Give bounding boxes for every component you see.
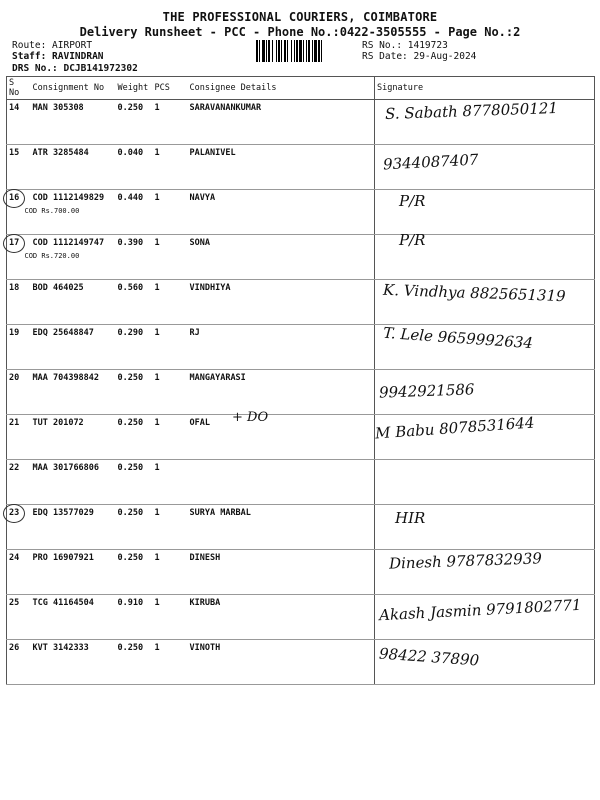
row-consignee-text: VINDHIYA bbox=[189, 283, 231, 293]
row-consignment bbox=[24, 190, 116, 235]
handwritten-signature: 9942921586 bbox=[378, 380, 475, 402]
row-consignee-text: VINOTH bbox=[189, 643, 221, 653]
row-signature bbox=[375, 100, 595, 145]
row-pcs bbox=[153, 280, 188, 325]
row-pcs-text: 1 bbox=[154, 643, 160, 653]
row-pcs bbox=[153, 595, 188, 640]
barcode-image bbox=[256, 40, 356, 62]
row-consignment bbox=[24, 235, 116, 280]
col-sno-header: S No bbox=[7, 77, 31, 100]
row-consignment bbox=[31, 505, 116, 550]
handwritten-signature: Akash Jasmin 9791802771 bbox=[378, 595, 582, 625]
row-sno bbox=[7, 550, 31, 595]
row-consignee bbox=[188, 325, 375, 370]
row-consignee-text: RJ bbox=[189, 328, 200, 338]
row-consignee-text: KIRUBA bbox=[189, 598, 221, 608]
row-signature bbox=[375, 415, 595, 460]
row-pcs bbox=[153, 460, 188, 505]
row-signature bbox=[375, 231, 595, 280]
row-consignment bbox=[31, 280, 116, 325]
row-sno bbox=[7, 145, 31, 190]
row-consignment-text: TUT 201072 bbox=[32, 418, 84, 428]
row-pcs bbox=[153, 100, 188, 145]
row-consignment bbox=[31, 145, 116, 190]
row-consignee bbox=[188, 550, 375, 595]
row-consignee bbox=[188, 190, 375, 235]
row-pcs bbox=[153, 235, 188, 280]
row-sno-text: 15 bbox=[9, 148, 20, 158]
table-row bbox=[7, 100, 595, 145]
row-pcs-text: 1 bbox=[154, 103, 160, 113]
row-consignee-text: SURYA MARBAL bbox=[189, 508, 251, 518]
row-signature bbox=[375, 460, 595, 505]
row-sno-text: 17 bbox=[9, 238, 20, 248]
row-pcs-text: 1 bbox=[154, 508, 160, 518]
col-consignee-header: Consignee Details bbox=[188, 77, 375, 100]
row-pcs-text: 1 bbox=[154, 598, 160, 608]
table-row bbox=[7, 190, 595, 235]
row-sno bbox=[7, 280, 31, 325]
row-pcs bbox=[153, 190, 188, 235]
handwritten-signature: S. Sabath 8778050121 bbox=[384, 98, 559, 124]
handwritten-signature: P/R bbox=[399, 231, 426, 249]
row-consignee bbox=[188, 370, 375, 415]
row-consignment bbox=[31, 370, 116, 415]
row-consignee-text: SONA bbox=[189, 238, 210, 248]
row-weight-text: 0.290 bbox=[117, 328, 144, 338]
row-weight bbox=[116, 370, 153, 415]
row-weight-text: 0.390 bbox=[117, 238, 144, 248]
row-pcs bbox=[153, 370, 188, 415]
row-signature bbox=[375, 370, 595, 415]
row-signature bbox=[375, 325, 595, 370]
row-signature bbox=[375, 145, 595, 190]
table-row bbox=[7, 145, 595, 190]
table-row bbox=[7, 370, 595, 415]
row-signature bbox=[375, 595, 595, 640]
row-consignment-text: ATR 3285484 bbox=[32, 148, 89, 158]
row-pcs bbox=[153, 640, 188, 685]
row-pcs-text: 1 bbox=[154, 238, 160, 248]
row-signature bbox=[375, 640, 595, 685]
row-pcs-text: 1 bbox=[154, 553, 160, 563]
row-consignee bbox=[188, 100, 375, 145]
row-weight bbox=[116, 550, 153, 595]
handwritten-note: + DO bbox=[232, 410, 269, 425]
row-weight bbox=[116, 280, 153, 325]
row-pcs bbox=[153, 505, 188, 550]
row-consignment bbox=[31, 460, 116, 505]
row-weight-text: 0.250 bbox=[117, 553, 144, 563]
row-weight bbox=[116, 640, 153, 685]
row-sno-text: 20 bbox=[9, 373, 20, 383]
row-sno bbox=[7, 640, 31, 685]
table-row bbox=[7, 325, 595, 370]
handwritten-signature: HIR bbox=[395, 509, 426, 527]
row-pcs-text: 1 bbox=[154, 193, 160, 203]
table-row bbox=[7, 235, 595, 280]
handwritten-signature: 9344087407 bbox=[382, 150, 479, 174]
row-consignment-text: EDQ 13577029 bbox=[32, 508, 94, 518]
row-sno-text: 24 bbox=[9, 553, 20, 563]
row-weight bbox=[116, 595, 153, 640]
row-sno-text: 23 bbox=[9, 508, 20, 518]
row-consignment bbox=[31, 100, 116, 145]
row-consignee bbox=[188, 595, 375, 640]
row-sno bbox=[7, 505, 31, 550]
row-consignee bbox=[188, 640, 375, 685]
route-label: Route: AIRPORT bbox=[12, 40, 93, 51]
row-weight bbox=[116, 100, 153, 145]
table-row bbox=[7, 640, 595, 685]
row-signature bbox=[375, 505, 595, 550]
row-signature bbox=[375, 280, 595, 325]
row-consignee bbox=[188, 505, 375, 550]
row-weight-text: 0.250 bbox=[117, 103, 144, 113]
row-weight bbox=[116, 415, 153, 460]
row-consignment bbox=[31, 325, 116, 370]
handwritten-signature: P/R bbox=[399, 192, 426, 210]
table-row bbox=[7, 460, 595, 505]
row-consignee bbox=[188, 460, 375, 505]
row-consignment-text: EDQ 25648847 bbox=[32, 328, 94, 338]
row-weight bbox=[116, 505, 153, 550]
row-sno bbox=[7, 325, 31, 370]
row-weight bbox=[116, 325, 153, 370]
row-consignee bbox=[188, 235, 375, 280]
table-row bbox=[7, 505, 595, 550]
circle-mark bbox=[3, 189, 25, 208]
cod-amount: COD Rs.720.00 bbox=[24, 252, 80, 260]
row-signature bbox=[375, 550, 595, 595]
row-consignee-text: NAVYA bbox=[189, 193, 216, 203]
row-pcs-text: 1 bbox=[154, 148, 160, 158]
row-consignee bbox=[188, 280, 375, 325]
row-pcs-text: 1 bbox=[154, 283, 160, 293]
row-consignee-text: SARAVANANKUMAR bbox=[189, 103, 262, 113]
row-pcs bbox=[153, 550, 188, 595]
row-sno bbox=[7, 100, 31, 145]
row-weight-text: 0.250 bbox=[117, 508, 144, 518]
drs-number: DRS No.: DCJB141972302 bbox=[12, 63, 138, 74]
row-sno bbox=[7, 460, 31, 505]
runsheet-title: Delivery Runsheet - PCC - Phone No.:0422-3505555 - Page No.:2 bbox=[79, 25, 521, 39]
row-consignment-text: COD 1112149829 bbox=[32, 193, 105, 203]
row-consignment-text: TCG 41164504 bbox=[32, 598, 94, 608]
row-sno-text: 21 bbox=[9, 418, 20, 428]
table-header-row bbox=[7, 77, 595, 100]
row-sno-text: 18 bbox=[9, 283, 20, 293]
row-consignment-text: MAA 704398842 bbox=[32, 373, 100, 383]
row-pcs bbox=[153, 415, 188, 460]
row-weight bbox=[116, 145, 153, 190]
row-consignee bbox=[188, 415, 375, 460]
row-pcs bbox=[153, 145, 188, 190]
row-consignment-text: BOD 464025 bbox=[32, 283, 84, 293]
rs-date: RS Date: 29-Aug-2024 bbox=[362, 51, 477, 62]
table-row bbox=[7, 595, 595, 640]
row-sno-text: 14 bbox=[9, 103, 20, 113]
row-consignee-text: DINESH bbox=[189, 553, 221, 563]
row-weight-text: 0.250 bbox=[117, 463, 144, 473]
row-consignment bbox=[31, 640, 116, 685]
row-consignment-text: PRO 16907921 bbox=[32, 553, 94, 563]
row-sno-text: 25 bbox=[9, 598, 20, 608]
table-row bbox=[7, 280, 595, 325]
row-consignee-text: PALANIVEL bbox=[189, 148, 236, 158]
cod-amount: COD Rs.700.00 bbox=[24, 207, 80, 215]
row-consignment bbox=[31, 415, 116, 460]
row-weight-text: 0.250 bbox=[117, 373, 144, 383]
row-consignment-text: KVT 3142333 bbox=[32, 643, 89, 653]
row-sno bbox=[7, 415, 31, 460]
row-weight-text: 0.250 bbox=[117, 418, 144, 428]
row-consignee-text: MANGAYARASI bbox=[189, 373, 246, 383]
row-signature bbox=[375, 190, 595, 235]
table-row bbox=[7, 415, 595, 460]
row-sno-text: 16 bbox=[9, 193, 20, 203]
row-consignee-text: OFAL bbox=[189, 418, 210, 428]
row-weight-text: 0.910 bbox=[117, 598, 144, 608]
circle-mark bbox=[3, 504, 25, 523]
row-pcs bbox=[153, 325, 188, 370]
runsheet-table bbox=[6, 76, 595, 685]
row-sno bbox=[7, 370, 31, 415]
row-consignment bbox=[31, 595, 116, 640]
row-pcs-text: 1 bbox=[154, 463, 160, 473]
handwritten-signature: Dinesh 9787832939 bbox=[388, 549, 543, 573]
row-weight-text: 0.560 bbox=[117, 283, 144, 293]
handwritten-signature: T. Lele 9659992634 bbox=[382, 323, 534, 353]
row-consignment-text: COD 1112149747 bbox=[32, 238, 105, 248]
row-weight bbox=[116, 460, 153, 505]
col-weight-header: Weight bbox=[116, 77, 153, 100]
row-consignment-text: MAA 301766806 bbox=[32, 463, 100, 473]
handwritten-signature: M Babu 8078531644 bbox=[374, 413, 535, 443]
row-weight bbox=[116, 235, 153, 280]
row-sno bbox=[7, 595, 31, 640]
staff-label: Staff: RAVINDRAN bbox=[12, 51, 104, 62]
row-sno-text: 22 bbox=[9, 463, 20, 473]
handwritten-signature: 98422 37890 bbox=[378, 644, 480, 670]
row-pcs-text: 1 bbox=[154, 328, 160, 338]
rs-number: RS No.: 1419723 bbox=[362, 40, 448, 51]
row-sno-text: 19 bbox=[9, 328, 20, 338]
col-consignment-header: Consignment No bbox=[31, 77, 116, 100]
row-pcs-text: 1 bbox=[154, 418, 160, 428]
company-title: THE PROFESSIONAL COURIERS, COIMBATORE bbox=[162, 10, 438, 24]
circle-mark bbox=[3, 234, 25, 253]
row-pcs-text: 1 bbox=[154, 373, 160, 383]
row-sno-text: 26 bbox=[9, 643, 20, 653]
row-weight-text: 0.040 bbox=[117, 148, 144, 158]
row-weight bbox=[116, 190, 153, 235]
col-pcs-header: PCS bbox=[153, 77, 188, 100]
row-consignment bbox=[31, 550, 116, 595]
row-weight-text: 0.440 bbox=[117, 193, 144, 203]
row-consignee bbox=[188, 145, 375, 190]
col-signature-header: Signature bbox=[375, 77, 595, 100]
table-row bbox=[7, 550, 595, 595]
handwritten-signature: K. Vindhya 8825651319 bbox=[382, 280, 566, 306]
row-weight-text: 0.250 bbox=[117, 643, 144, 653]
row-consignment-text: MAN 305308 bbox=[32, 103, 84, 113]
